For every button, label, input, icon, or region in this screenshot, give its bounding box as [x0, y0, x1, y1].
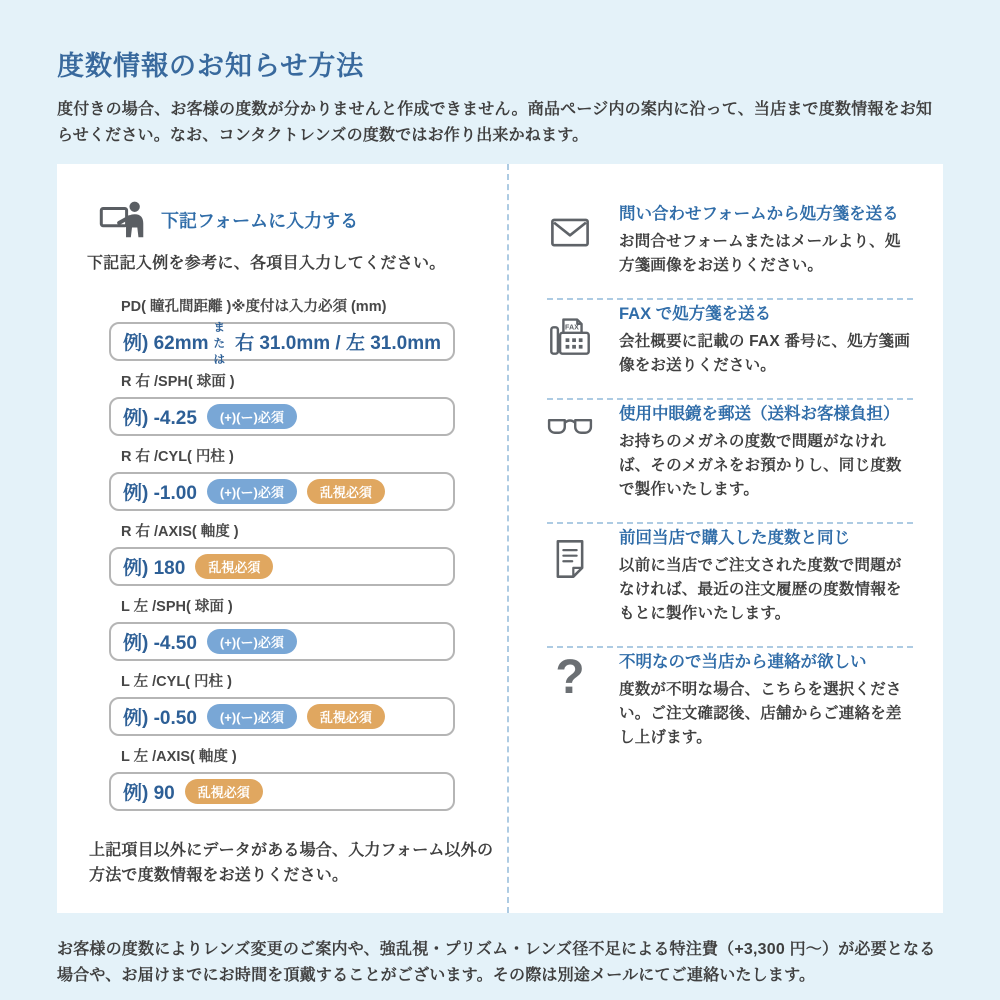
- content-card: [57, 164, 943, 913]
- intro-text: 度付きの場合、お客様の度数が分かりませんと作成できません。商品ページ内の案内に沿って、当店まで度数情報をお知らせください。なお、コンタクトレンズの度数ではお作り出来かねます。: [57, 101, 933, 144]
- method-previous-order: [547, 524, 913, 646]
- field-example-value: 例) -4.50: [123, 633, 197, 655]
- form-column: [57, 164, 507, 913]
- field-example-box: [109, 397, 455, 436]
- method-body: お持ちのメガネの度数で問題がなければ、そのメガネをお預かりし、同じ度数で製作いたします。: [619, 433, 902, 499]
- plus-minus-required-badge: (+)(ー)必須: [207, 704, 297, 729]
- method-title: 前回当店で購入した度数と同じ: [619, 529, 850, 548]
- method-body: 度数が不明な場合、こちらを選択ください。ご注文確認後、店舗からご連絡を差し上げます。: [619, 681, 902, 747]
- method-title: 使用中眼鏡を郵送（送料お客様負担）: [619, 405, 900, 424]
- page-title: 度数情報のお知らせ方法: [57, 51, 365, 81]
- svg-text:?: ?: [555, 654, 585, 705]
- form-fields: [109, 295, 455, 811]
- astigmatism-required-badge: 乱視必須: [307, 704, 385, 729]
- field-example-value: 例) 90: [123, 783, 175, 805]
- field-example-value: 例) -1.00: [123, 483, 197, 505]
- document-icon: [547, 524, 593, 580]
- form-instruction: 下記記入例を参考に、各項目入力してください。: [87, 255, 446, 273]
- method-body: 会社概要に記載の FAX 番号に、処方箋画像をお送りください。: [619, 333, 910, 375]
- method-fax: [547, 300, 913, 398]
- method-mail-glasses: [547, 400, 913, 522]
- form-header: [99, 200, 507, 240]
- form-field-l-axis: [109, 745, 455, 811]
- method-contact-form: [547, 200, 913, 298]
- envelope-icon: [547, 200, 593, 250]
- astigmatism-required-badge: 乱視必須: [185, 779, 263, 804]
- method-body: 以前に当店でご注文された度数で問題がなければ、最近の注文履歴の度数情報をもとに製作いたします。: [619, 557, 902, 623]
- form-field-l-sph: [109, 595, 455, 661]
- method-title: 問い合わせフォームから処方箋を送る: [619, 205, 899, 224]
- footer-note: お客様の度数によりレンズ変更のご案内や、強乱視・プリズム・レンズ径不足による特注費（+3,300 円〜）が必要となる場合や、お届けまでにお時間を頂戴することがございます。その際は別途メールにてご連絡いたします。: [57, 940, 936, 985]
- field-example-alt-value: 右 31.0mm / 左 31.0mm: [235, 333, 441, 355]
- plus-minus-required-badge: (+)(ー)必須: [207, 404, 297, 429]
- astigmatism-required-badge: 乱視必須: [307, 479, 385, 504]
- form-field-pd: [109, 295, 455, 367]
- field-example-box: [109, 472, 455, 511]
- field-label: R 右 /AXIS( 軸度 ): [121, 524, 239, 541]
- methods-column: [507, 164, 943, 913]
- question-icon: [547, 648, 593, 704]
- field-example-value: 例) 62mm: [123, 333, 209, 355]
- form-field-l-cyl: [109, 670, 455, 736]
- form-field-r-sph: [109, 370, 455, 436]
- method-body: お問合せフォームまたはメールより、処方箋画像をお送りください。: [619, 233, 901, 275]
- form-field-r-cyl: [109, 445, 455, 511]
- form-note: 上記項目以外にデータがある場合、入力フォーム以外の方法で度数情報をお送りください。: [89, 842, 494, 884]
- field-example-value: 例) 180: [123, 558, 186, 580]
- glasses-icon: [547, 400, 593, 440]
- presenter-icon: [99, 200, 145, 240]
- method-title: FAX で処方箋を送る: [619, 305, 772, 324]
- method-title: 不明なので当店から連絡が欲しい: [619, 653, 867, 672]
- field-label: R 右 /CYL( 円柱 ): [121, 449, 234, 466]
- astigmatism-required-badge: 乱視必須: [195, 554, 273, 579]
- form-heading: 下記フォームに入力する: [161, 211, 359, 232]
- form-field-r-axis: [109, 520, 455, 586]
- field-label: L 左 /AXIS( 軸度 ): [121, 749, 237, 766]
- field-example-value: 例) -4.25: [123, 408, 197, 430]
- plus-minus-required-badge: (+)(ー)必須: [207, 479, 297, 504]
- method-unknown-contact: [547, 648, 913, 770]
- field-example-box: [109, 772, 455, 811]
- field-example-box: [109, 697, 455, 736]
- field-or-text: または: [213, 322, 226, 367]
- field-label: L 左 /CYL( 円柱 ): [121, 674, 232, 691]
- fax-icon: [547, 300, 593, 356]
- plus-minus-required-badge: (+)(ー)必須: [207, 629, 297, 654]
- field-label: PD( 瞳孔間距離 )※度付は入力必須 (mm): [121, 299, 387, 316]
- field-example-box: [109, 622, 455, 661]
- field-example-box: [109, 547, 455, 586]
- field-example-value: 例) -0.50: [123, 708, 197, 730]
- field-label: L 左 /SPH( 球面 ): [121, 599, 233, 616]
- svg-text:FAX: FAX: [565, 323, 579, 332]
- field-label: R 右 /SPH( 球面 ): [121, 374, 235, 391]
- field-example-box: [109, 322, 455, 367]
